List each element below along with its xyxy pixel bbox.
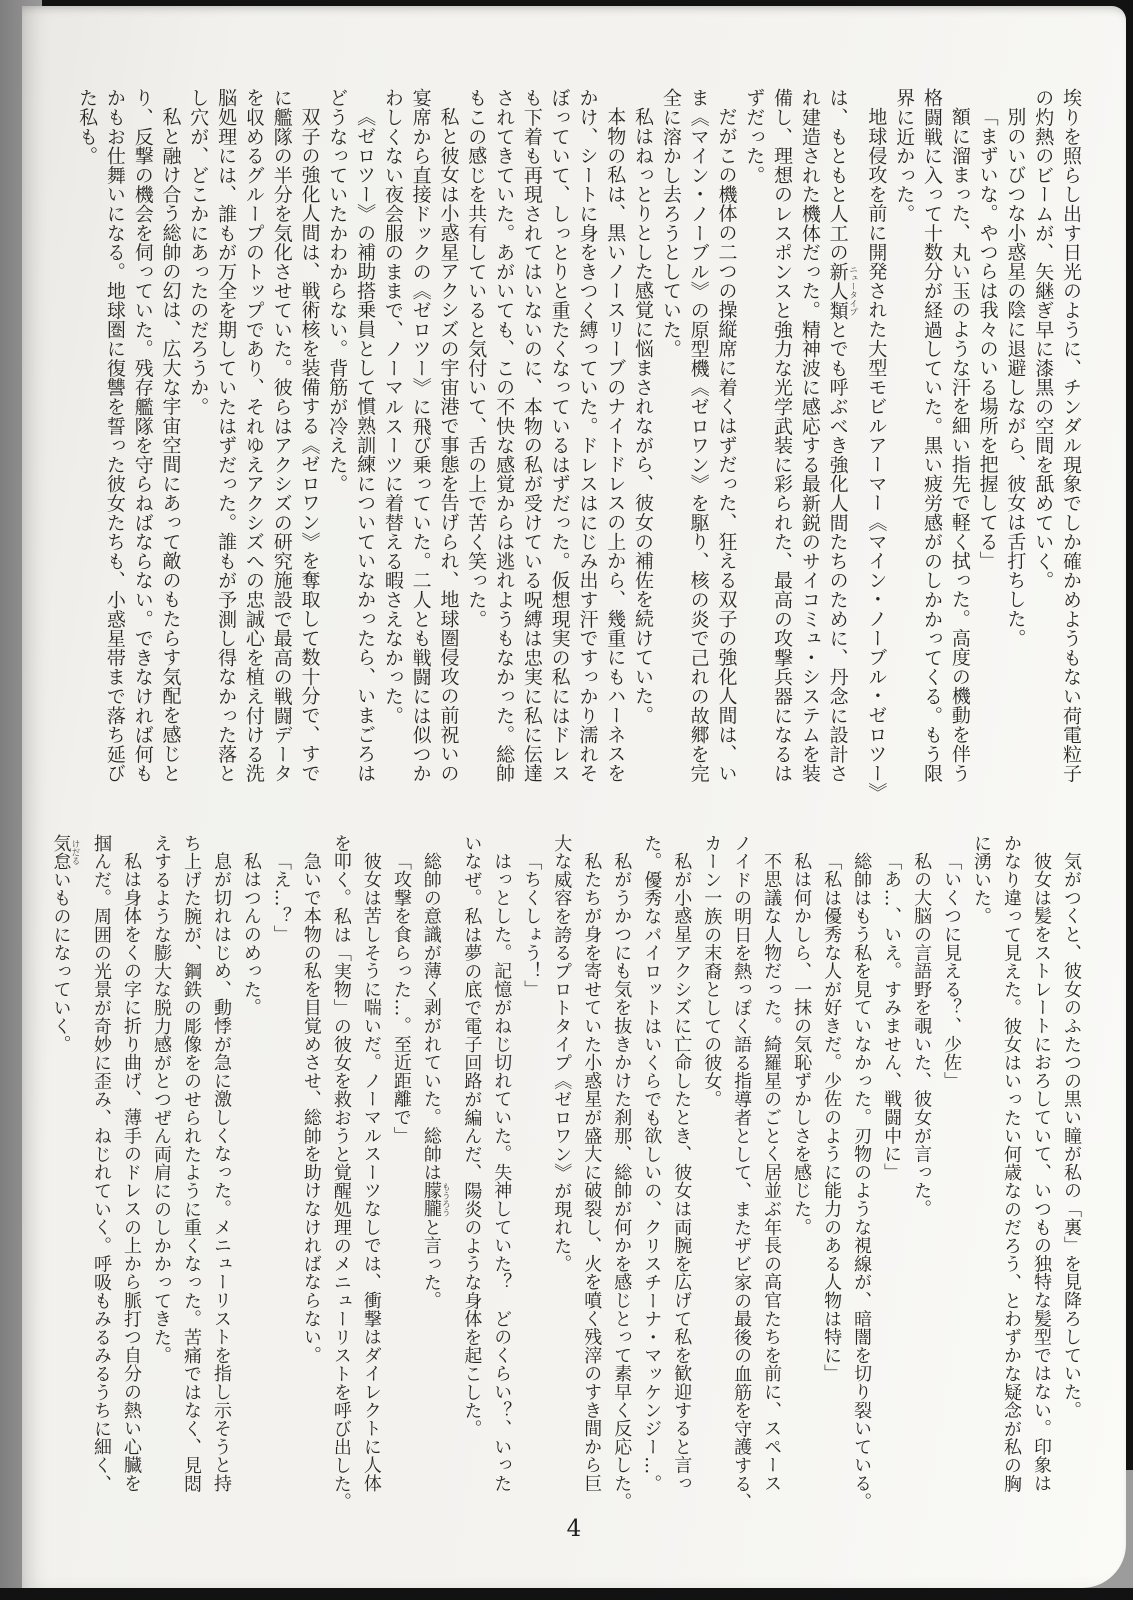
text-line: 急いで本物の私を目覚めさせ、総帥を助けなければならない。 (300, 852, 322, 1365)
text-line: 脳処理には、誰もが万全を期していたはずだった。誰もが予測し得なかった落と (215, 88, 238, 783)
paper-sheet (22, 6, 1126, 1588)
text-line: 地球侵攻を前に開発された大型モビルアーマー《マイン・ノーブル・ゼロツー》 (865, 107, 888, 802)
text-line: えするような膨大な脱力感がとつぜん両肩にのしかかってきた。 (150, 834, 172, 1365)
page-number: 4 (566, 1516, 582, 1542)
text-line: 別のいびつな小惑星の陰に退避しながら、彼女は舌打ちした。 (1004, 107, 1027, 648)
text-line: 彼女は苦しそうに喘いだ。ノーマルスーツなしでは、衝撃はダイレクトに人体 (360, 852, 382, 1493)
text-line: た。優秀なパイロットはいくらでも欲しいの、クリスチーナ・マッケンジー…。 (641, 834, 663, 1493)
text-line: かもお仕舞いになる。地球圏に復讐を誓った彼女たちも、小惑星帯まで落ち延び (103, 88, 126, 783)
text-line: り、反撃の機会を伺っていた。残存艦隊を守らねばならない。できなければ何も (131, 88, 154, 783)
text-line: 埃りを照らし出す日光のように、チンダル現象でしか確かめようもない荷電粒子 (1060, 88, 1082, 783)
text-line: は、もともと人工の新人類 ニュータイプとでも呼ぶべき強化人間たちのために、丹念に設計さ (826, 88, 858, 783)
text-line: 双子の強化人間は、戦術核を装備する《ゼロワン》を奪取して数十分で、すで (298, 107, 321, 783)
text-line: もこの感じを共有していると気付いて、舌の上で苦く笑った。 (465, 88, 488, 629)
text-line: 大な威容を誇るプロトタイプ《ゼロワン》が現れた。 (551, 834, 573, 1274)
text-line: 「私は優秀な人が好きだ。少佐のように能力のある人物は特に」 (821, 852, 843, 1383)
text-line: わしくない夜会服のままで、ノーマルスーツに着替える暇さえなかった。 (381, 88, 404, 725)
text-line: 掴んだ。周囲の光景が奇妙に歪み、ねじれていく。呼吸もみるみるうちに細く、 (91, 834, 112, 1493)
text-line: ノイドの明日を熱っぽく語る指導者として、またザビ家の最後の血筋を守護する、 (731, 834, 753, 1512)
text-line: 界に近かった。 (893, 88, 916, 224)
text-line: 私はつんのめった。 (240, 852, 262, 1017)
text-line: 総帥はもう私を見ていなかった。刃物のような視線が、暗闇を切り裂いている。 (851, 852, 873, 1511)
text-line: ずだった。 (743, 88, 766, 185)
text-line: 私が小惑星アクシズに亡命したとき、彼女は両腕を広げて私を歓迎すると言っ (671, 852, 693, 1493)
text-line: カーン一族の末裔としての彼女。 (701, 834, 723, 1109)
text-line: れ建造された機体だった。精神波に感応する最新鋭のサイコミュ・システムを装 (798, 88, 821, 783)
text-line: た私も。 (76, 88, 99, 166)
text-line: 不思議な人物だった。綺羅星のごとく居並ぶ年長の高官たちを前に、スペース (761, 852, 783, 1493)
text-line: 「いくつに見える？、少佐」 (941, 852, 963, 1090)
text-line: も下着も再現されてはいないのに、本物の私が受けている呪縛は忠実に私に伝達 (520, 88, 543, 783)
text-line: だがこの機体の二つの操縦席に着くはずだった、狂える双子の強化人間は、い (715, 107, 738, 783)
text-line: 私がうかつにも気を抜きかけた刹那、総帥が何かを感じとって素早く反応した。 (611, 852, 633, 1511)
text-line: はっとした。記憶がねじ切れていた。失神していた？ どのくらい？、いった (491, 852, 513, 1493)
text-line: 気がつくと、彼女のふたつの黒い瞳が私の「裏」を見降ろしていた。 (1061, 852, 1082, 1420)
text-line: 本物の私は、黒いノースリーブのナイトドレスの上から、幾重にもハーネスを (604, 107, 627, 783)
text-line: に湧いた。 (971, 834, 993, 926)
text-line: 全に溶かし去ろうとしていた。 (659, 88, 682, 359)
text-line: ち上げた腕が、鋼鉄の彫像をのせられたように重くなった。苦痛ではなく、見悶 (180, 834, 202, 1493)
text-line: かなり違って見えた。彼女はいったい何歳なのだろう、とわずかな疑念が私の胸 (1001, 834, 1023, 1493)
text-line: いなぜ。私は夢の底で電子回路が編んだ、陽炎のような身体を起こした。 (461, 834, 483, 1438)
text-line: 格闘戦に入って十数分が経過していた。黒い疲労感がのしかかってくる。もう限 (921, 88, 944, 783)
bottom-text-block (40, 834, 1080, 1516)
top-text-block (68, 88, 1082, 802)
text-line: 額に溜まった、丸い玉のような汗を細い指先で軽く拭った。高度の機動を伴う (948, 107, 971, 783)
text-line: されてきていた。あがいても、この不快な感覚からは逃れようもなかった。総帥 (493, 88, 516, 783)
text-line: 「え…？」 (270, 852, 292, 944)
text-line: 私たちが身を寄せていた小惑星が盛大に破裂し、火を噴く残滓のすき間から巨 (581, 852, 603, 1493)
text-line: ぼっていて、しっとりと重たくなっているはずだった。仮想現実の私にはドレス (548, 88, 571, 783)
text-line: し穴が、どこかにあったのだろうか。 (187, 88, 210, 417)
text-line: 私は身体をくの字に折り曲げ、薄手のドレスの上から脈打つ自分の熱い心臓を (120, 852, 142, 1493)
text-line: 気怠けだるいものになっていく。 (50, 834, 81, 1054)
text-line: 「攻撃を食らった…。至近距離で」 (390, 852, 412, 1145)
text-line: 私は何かしら、一抹の気恥ずかしさを感じた。 (791, 852, 813, 1237)
text-line: を叩く。私は「実物」の彼女を救おうと覚醒処理のメニューリストを呼び出した。 (330, 834, 352, 1512)
text-line: の灼熱のビームが、矢継ぎ早に漆黒の空間を舐めていく。 (1032, 88, 1055, 590)
text-line: 宴席から直接ドックの《ゼロツー》に飛び乗っていた。二人とも戦闘には似つか (409, 88, 432, 783)
text-line: 私と彼女は小惑星アクシズの宇宙港で事態を告げられ、地球圏侵攻の前祝いの (437, 107, 460, 783)
text-line: に艦隊の半分を気化させていた。彼らはアクシズの研究施設で最高の戦闘データ (270, 88, 293, 783)
text-line: 備し、理想のレスポンスと強力な光学武装に彩られた、最高の攻撃兵器になるは (771, 88, 794, 783)
text-line: どうなっていたかわからない。背筋が冷えた。 (326, 88, 349, 494)
text-line: 「まずいな。やつらは我々のいる場所を把握してる」 (976, 107, 999, 571)
text-line: 息が切れはじめ、動悸が急に激しくなった。メニューリストを指し示そうと持 (210, 852, 232, 1493)
text-line: かけ、シートに身をきつく縛っていた。ドレスはにじみ出す汗ですっかり濡れそ (576, 88, 599, 783)
text-line: 総帥の意識が薄く剥がれていた。総帥は朦朧もうろうと言った。 (420, 852, 451, 1310)
text-line: 私はねっとりとした感覚に悩まされながら、彼女の補佐を続けていた。 (632, 107, 655, 725)
text-line: ま《マイン・ノーブル》の原型機《ゼロワン》を駆り、核の炎で己れの故郷を完 (687, 88, 710, 783)
text-line: 私の大脳の言語野を覗いた、彼女が言った。 (911, 852, 933, 1218)
text-line: 「あ…、いえ。すみません、戦闘中に」 (881, 852, 903, 1182)
text-line: を収めるグループのトップであり、それゆえアクシズへの忠誠心を植え付ける洗 (242, 88, 265, 783)
text-line: 私と融け合う総帥の幻は、広大な宇宙空間にあって敵のもたらす気配を感じと (159, 107, 182, 783)
text-line: 《ゼロツー》の補助搭乗員として慣熟訓練についていなかったら、いまごろは (354, 107, 377, 783)
text-line: 「ちくしょう！」 (521, 852, 543, 999)
text-line: 彼女は髪をストレートにおろしていて、いつもの独特な髪型ではない。印象は (1031, 852, 1053, 1493)
